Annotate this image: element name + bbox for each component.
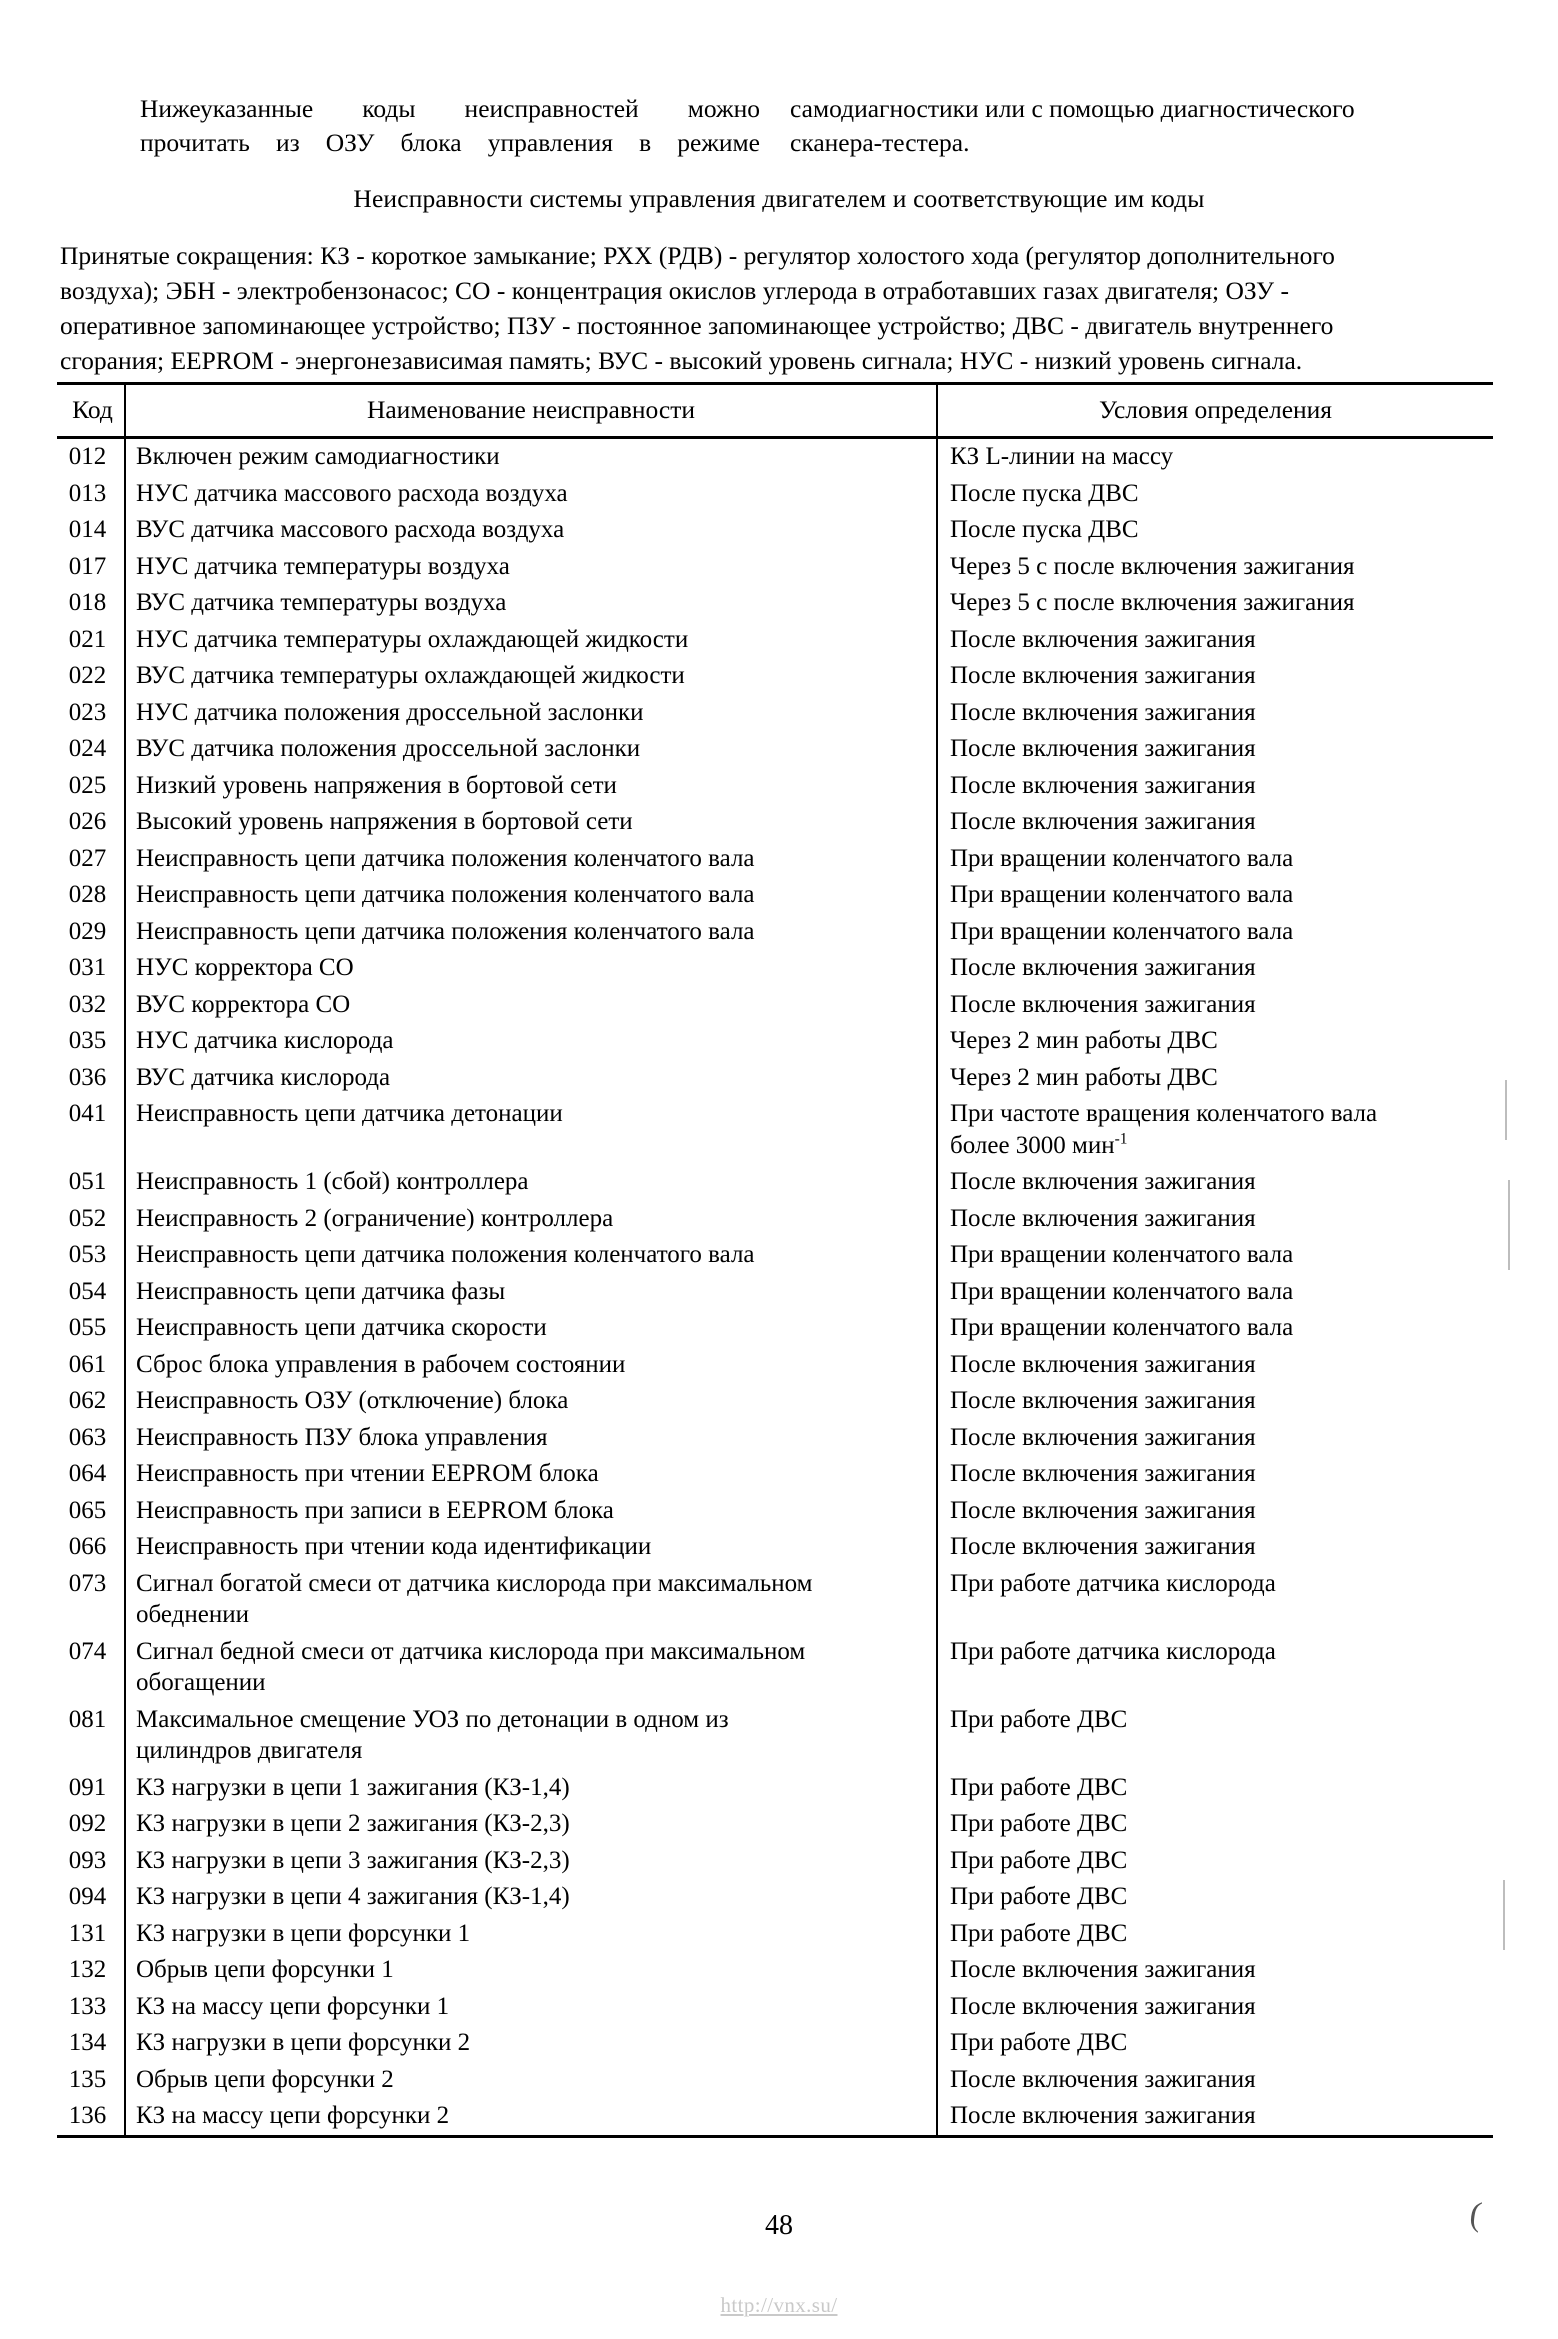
cell-code: 027 (68, 844, 107, 872)
table-row (57, 1529, 1493, 1566)
cell-code: 024 (68, 735, 107, 762)
cell-fault-name: Неисправность ОЗУ (отключение) блока (125, 1383, 937, 1420)
scan-speck (1508, 1180, 1510, 1270)
cell-fault-name: КЗ нагрузки в цепи 3 зажигания (КЗ-2,3) (125, 1843, 937, 1880)
table-row (57, 1634, 1493, 1702)
cell-fault-name: Неисправность цепи датчика положения коленчатого вала (125, 914, 937, 951)
table-row (57, 768, 1493, 805)
cell-fault-name: Высокий уровень напряжения в бортовой сети (125, 804, 937, 841)
cell-condition-line2: более 3000 мин$^{-1}$ (950, 1130, 1128, 1159)
table-row (57, 1843, 1493, 1880)
column-header-condition: Условия определения (937, 384, 1493, 438)
cell-condition: Через 5 с после включения зажигания (937, 585, 1493, 622)
cell-fault-name: Обрыв цепи форсунки 1 (125, 1952, 937, 1989)
cell-code: 094 (68, 1883, 107, 1910)
cell-fault-name-line2: обогащении (136, 1669, 266, 1696)
cell-condition: После включения зажигания (937, 1347, 1493, 1384)
cell-code: 014 (68, 516, 107, 543)
table-row (57, 585, 1493, 622)
cell-code: 025 (68, 771, 107, 799)
table-row (57, 1879, 1493, 1916)
cell-condition: После включения зажигания (937, 768, 1493, 805)
column-header-name: Наименование неисправности (125, 384, 937, 438)
cell-fault-name: Включен режим самодиагностики (125, 438, 937, 476)
cell-fault-name: КЗ нагрузки в цепи форсунки 1 (125, 1916, 937, 1953)
cell-fault-name: НУС датчика кислорода (125, 1023, 937, 1060)
intro-column-left (95, 92, 760, 160)
cell-fault-name: КЗ нагрузки в цепи 4 зажигания (КЗ-1,4) (125, 1879, 937, 1916)
cell-code: 051 (68, 1168, 107, 1195)
fault-codes-table (57, 382, 1493, 2135)
cell-code: 065 (68, 1496, 107, 1524)
scan-edge-artifact: ( (1467, 2195, 1484, 2234)
cell-condition: При вращении коленчатого вала (937, 1310, 1493, 1347)
watermark-link: http://vnx.su/ (720, 2293, 838, 2317)
cell-fault-name: Неисправность при чтении кода идентификации (125, 1529, 937, 1566)
cell-condition: После включения зажигания (937, 1164, 1493, 1201)
cell-code: 135 (68, 2065, 107, 2093)
cell-code: 062 (68, 1387, 107, 1414)
cell-condition: После включения зажигания (937, 1529, 1493, 1566)
cell-code: 091 (68, 1773, 107, 1801)
cell-code: 064 (68, 1460, 107, 1487)
cell-fault-name: Неисправность цепи датчика положения коленчатого вала (125, 877, 937, 914)
table-row (57, 549, 1493, 586)
cell-condition: После включения зажигания (937, 695, 1493, 732)
abbreviations-paragraph (60, 238, 1500, 378)
cell-code: 081 (68, 1705, 107, 1733)
cell-fault-name: Неисправность цепи датчика скорости (125, 1310, 937, 1347)
cell-condition: После включения зажигания (937, 1201, 1493, 1238)
cell-condition: При вращении коленчатого вала (937, 841, 1493, 878)
cell-code: 032 (68, 990, 107, 1018)
cell-fault-name: Неисправность при чтении EEPROM блока (125, 1456, 937, 1493)
exponent: -1 (1114, 1130, 1128, 1148)
table-row (57, 1096, 1493, 1164)
cell-condition: После включения зажигания (937, 2062, 1493, 2099)
table-row (57, 1952, 1493, 1989)
cell-fault-name: ВУС датчика массового расхода воздуха (125, 512, 937, 549)
cell-condition: Через 2 мин работы ДВС (937, 1023, 1493, 1060)
cell-fault-name: КЗ нагрузки в цепи 1 зажигания (КЗ-1,4) (125, 1770, 937, 1807)
intro-left-line-2: прочитать из ОЗУ блока управления в режиме (140, 128, 760, 157)
cell-condition: После включения зажигания (937, 1420, 1493, 1457)
abbrev-line-2: воздуха); ЭБН - электробензонасос; СО - концентрация окислов углерода в отработавших газах двигателя; ОЗУ - (60, 276, 1289, 305)
cell-fault-name: НУС датчика температуры охлаждающей жидкости (125, 622, 937, 659)
cell-condition: Через 5 с после включения зажигания (937, 549, 1493, 586)
table-header (57, 384, 1493, 438)
cell-code: 066 (68, 1533, 107, 1560)
cell-fault-name: ВУС датчика температуры воздуха (125, 585, 937, 622)
cell-condition: Через 2 мин работы ДВС (937, 1060, 1493, 1097)
cell-fault-name: Неисправность ПЗУ блока управления (125, 1420, 937, 1457)
table-row (57, 1420, 1493, 1457)
cell-condition: После включения зажигания (937, 1989, 1493, 2026)
table-row (57, 2025, 1493, 2062)
cell-condition: При работе ДВС (937, 1879, 1493, 1916)
cell-condition: При вращении коленчатого вала (937, 877, 1493, 914)
table-row (57, 914, 1493, 951)
cell-fault-name: Максимальное смещение УОЗ по детонации в одном из цилиндров двигателя (125, 1702, 937, 1770)
intro-right-line-2: сканера-тестера. (790, 128, 970, 157)
cell-condition: При работе датчика кислорода (937, 1566, 1493, 1634)
cell-condition: После включения зажигания (937, 950, 1493, 987)
table-row (57, 1347, 1493, 1384)
cell-code: 021 (68, 625, 107, 653)
cell-fault-name: ВУС датчика кислорода (125, 1060, 937, 1097)
cell-fault-name: Сигнал богатой смеси от датчика кислорода при максимальном обеднении (125, 1566, 937, 1634)
cell-condition: При вращении коленчатого вала (937, 914, 1493, 951)
table-row (57, 1806, 1493, 1843)
cell-code: 074 (68, 1637, 107, 1665)
cell-code: 054 (68, 1277, 107, 1305)
cell-code: 055 (68, 1314, 107, 1341)
cell-fault-name: НУС корректора СО (125, 950, 937, 987)
cell-code: 022 (68, 662, 107, 689)
cell-fault-name: Неисправность цепи датчика детонации (125, 1096, 937, 1164)
table-row (57, 622, 1493, 659)
cell-fault-name: КЗ нагрузки в цепи 2 зажигания (КЗ-2,3) (125, 1806, 937, 1843)
cell-condition: При работе датчика кислорода (937, 1634, 1493, 1702)
cell-fault-name: ВУС датчика температуры охлаждающей жидкости (125, 658, 937, 695)
cell-condition: При работе ДВС (937, 1806, 1493, 1843)
table-row (57, 1702, 1493, 1770)
cell-code: 061 (68, 1350, 107, 1378)
cell-fault-name: Сброс блока управления в рабочем состоянии (125, 1347, 937, 1384)
cell-code: 035 (68, 1027, 107, 1054)
cell-code: 018 (68, 589, 107, 616)
cell-fault-name: ВУС датчика положения дроссельной заслонки (125, 731, 937, 768)
cell-code: 023 (68, 698, 107, 726)
cell-fault-name: Неисправность при записи в EEPROM блока (125, 1493, 937, 1530)
table-row (57, 1493, 1493, 1530)
cell-condition: КЗ L-линии на массу (937, 438, 1493, 476)
cell-fault-name: НУС датчика положения дроссельной заслонки (125, 695, 937, 732)
table-row (57, 804, 1493, 841)
cell-code: 041 (68, 1100, 107, 1127)
cell-condition: После включения зажигания (937, 1952, 1493, 1989)
cell-fault-name: Обрыв цепи форсунки 2 (125, 2062, 937, 2099)
table-header-row (57, 384, 1493, 438)
intro-column-right (790, 92, 1455, 160)
cell-code: 017 (68, 552, 107, 580)
cell-condition: После включения зажигания (937, 731, 1493, 768)
cell-condition: При вращении коленчатого вала (937, 1237, 1493, 1274)
scan-speck (1505, 1080, 1507, 1140)
cell-condition: При работе ДВС (937, 1916, 1493, 1953)
cell-condition: После включения зажигания (937, 622, 1493, 659)
cell-code: 133 (68, 1992, 107, 2020)
table-row (57, 1383, 1493, 1420)
cell-code: 026 (68, 808, 107, 835)
cell-condition: После пуска ДВС (937, 512, 1493, 549)
table-row (57, 841, 1493, 878)
cell-condition: После пуска ДВС (937, 476, 1493, 513)
table-row (57, 877, 1493, 914)
cell-condition: При работе ДВС (937, 1702, 1493, 1770)
cell-condition: После включения зажигания (937, 987, 1493, 1024)
table-row (57, 987, 1493, 1024)
table-row (57, 2098, 1493, 2135)
cell-condition: При вращении коленчатого вала (937, 1274, 1493, 1311)
page-number: 48 (765, 2210, 793, 2241)
cell-code: 134 (68, 2029, 107, 2056)
cell-fault-name: КЗ на массу цепи форсунки 1 (125, 1989, 937, 2026)
section-title: Неисправности системы управления двигателем и соответствующие им коды (353, 184, 1205, 213)
cell-fault-name: КЗ нагрузки в цепи форсунки 2 (125, 2025, 937, 2062)
cell-condition: После включения зажигания (937, 1456, 1493, 1493)
table-row (57, 1770, 1493, 1807)
cell-condition: После включения зажигания (937, 804, 1493, 841)
abbrev-line-1: Принятые сокращения: КЗ - короткое замыкание; РХХ (РДВ) - регулятор холостого хода (регулятор дополнительного (60, 241, 1335, 270)
cell-fault-name: ВУС корректора СО (125, 987, 937, 1024)
cell-code: 052 (68, 1204, 107, 1232)
cell-condition: При частоте вращения коленчатого вала более 3000 мин$^{-1}$ (937, 1096, 1493, 1164)
cell-fault-name: Неисправность 1 (сбой) контроллера (125, 1164, 937, 1201)
cell-condition: При работе ДВС (937, 1770, 1493, 1807)
table-row (57, 2062, 1493, 2099)
cell-condition: После включения зажигания (937, 2098, 1493, 2135)
cell-fault-name: Неисправность цепи датчика положения коленчатого вала (125, 841, 937, 878)
fault-codes-table-wrapper (57, 382, 1493, 2138)
table-row (57, 1989, 1493, 2026)
cell-condition: После включения зажигания (937, 658, 1493, 695)
cell-code: 063 (68, 1423, 107, 1451)
column-header-code: Код (57, 384, 125, 438)
cell-code: 136 (68, 2102, 107, 2129)
scan-speck (1503, 1880, 1505, 1950)
table-row (57, 1164, 1493, 1201)
cell-fault-name: КЗ на массу цепи форсунки 2 (125, 2098, 937, 2135)
intro-paragraph (95, 92, 1480, 160)
cell-code: 013 (68, 479, 107, 507)
cell-fault-name: НУС датчика массового расхода воздуха (125, 476, 937, 513)
cell-fault-name: Неисправность цепи датчика положения коленчатого вала (125, 1237, 937, 1274)
cell-code: 029 (68, 917, 107, 945)
cell-code: 012 (68, 443, 107, 470)
cell-fault-name: Низкий уровень напряжения в бортовой сети (125, 768, 937, 805)
table-row (57, 476, 1493, 513)
table-row (57, 950, 1493, 987)
table-body (57, 438, 1493, 2135)
table-row (57, 695, 1493, 732)
table-row (57, 438, 1493, 476)
table-row (57, 658, 1493, 695)
cell-code: 053 (68, 1241, 107, 1268)
cell-code: 028 (68, 881, 107, 908)
cell-condition: При работе ДВС (937, 1843, 1493, 1880)
table-bottom-rule (57, 2135, 1493, 2138)
cell-code: 093 (68, 1846, 107, 1874)
cell-code: 031 (68, 954, 107, 981)
cell-condition: При работе ДВС (937, 2025, 1493, 2062)
cell-fault-name: НУС датчика температуры воздуха (125, 549, 937, 586)
table-row (57, 1310, 1493, 1347)
table-row (57, 1237, 1493, 1274)
table-row (57, 512, 1493, 549)
cell-code: 036 (68, 1063, 107, 1091)
cell-condition: После включения зажигания (937, 1493, 1493, 1530)
table-row (57, 1456, 1493, 1493)
cell-code: 092 (68, 1810, 107, 1837)
table-row (57, 1274, 1493, 1311)
table-row (57, 1201, 1493, 1238)
intro-right-line-1: самодиагностики или с помощью диагностического (790, 94, 1355, 123)
cell-fault-name: Неисправность цепи датчика фазы (125, 1274, 937, 1311)
cell-fault-name-line2: цилиндров двигателя (136, 1737, 363, 1764)
cell-code: 131 (68, 1919, 107, 1947)
intro-left-line-1: Нижеуказанные коды неисправностей можно (140, 94, 760, 123)
cell-code: 073 (68, 1569, 107, 1597)
table-row (57, 1060, 1493, 1097)
table-row (57, 731, 1493, 768)
cell-condition: После включения зажигания (937, 1383, 1493, 1420)
table-row (57, 1023, 1493, 1060)
table-row (57, 1566, 1493, 1634)
cell-fault-name-line2: обеднении (136, 1601, 249, 1628)
cell-fault-name: Неисправность 2 (ограничение) контроллера (125, 1201, 937, 1238)
abbrev-line-4: сгорания; EEPROM - энергонезависимая память; ВУС - высокий уровень сигнала; НУС - низкий уровень сигнала. (60, 346, 1303, 375)
cell-code: 132 (68, 1956, 107, 1983)
table-row (57, 1916, 1493, 1953)
abbrev-line-3: оперативное запоминающее устройство; ПЗУ - постоянное запоминающее устройство; ДВС - двигатель внутреннего (60, 311, 1334, 340)
cell-fault-name: Сигнал бедной смеси от датчика кислорода при максимальном обогащении (125, 1634, 937, 1702)
